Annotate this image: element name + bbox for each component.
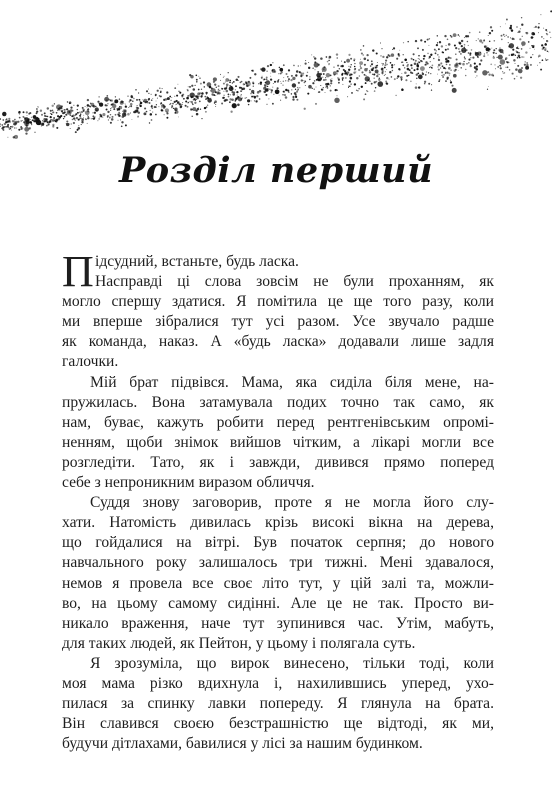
- text-line: Він славився своєю безстрашністю ще відтоді, як ми,: [62, 715, 494, 733]
- text-line: галочки.: [62, 353, 119, 371]
- text-line: моя мама різко вдихнула і, нахилившись уперед, ухо-: [62, 674, 494, 692]
- text-line: Я зрозуміла, що вирок винесено, тільки тоді, коли: [90, 654, 494, 672]
- text-line: во, на цьому самому сидінні. Але це не так. Просто ви-: [62, 594, 494, 612]
- drop-cap: П: [62, 247, 94, 296]
- text-line: пилася за спинку лавки попереду. Я глянула на брата.: [62, 695, 494, 713]
- text-line: що гойдалися на вітрі. Був початок серпня; до нового: [62, 534, 494, 552]
- text-line: хати. Натомість дивилась крізь високі вікна на дерева,: [62, 514, 494, 532]
- text-line: для таких людей, як Пейтон, у цьому і полягала суть.: [62, 634, 416, 652]
- text-line: як команда, наказ. А «будь ласка» додавали лише задля: [62, 333, 494, 351]
- body-text: [62, 247, 494, 754]
- text-line: себе з непроникним виразом обличчя.: [62, 474, 315, 492]
- text-line: Мій брат підвівся. Мама, яка сиділа біля мене, на-: [90, 373, 494, 391]
- text-line: будучи дітлахами, бавилися у лісі за нашим будинком.: [62, 735, 423, 753]
- text-line: немов я провела все своє літо тут, у цій залі та, можли-: [62, 574, 494, 592]
- text-line: ненням, щоби знімок вийшов чітким, а лікарі могли все: [62, 433, 494, 451]
- text-line: пружилась. Вона затамувала подих точно так само, як: [62, 393, 494, 411]
- text-line: Суддя знову заговорив, проте я не могла його слу-: [90, 494, 494, 512]
- text-line: ідсудний, встаньте, будь ласка.: [95, 253, 299, 270]
- text-line: розгледіти. Тато, як і завжди, дивився прямо поперед: [62, 453, 494, 471]
- text-line: навчального року залишалось три тижні. Мені здавалося,: [62, 554, 494, 572]
- text-line: могло спершу здатися. Я помітила це ще того разу, коли: [62, 293, 494, 311]
- chapter-title: Розділ перший: [118, 150, 434, 191]
- text-line: нам, буває, кажуть робити перед рентгенівським опромі-: [62, 413, 494, 431]
- text-line: Насправді ці слова зовсім не були проханням, як: [95, 273, 494, 291]
- text-line: никало враження, наче тут зупинився час. Утім, мабуть,: [62, 614, 494, 632]
- text-line: ми вперше зібралися тут усі разом. Усе звучало радше: [62, 313, 494, 331]
